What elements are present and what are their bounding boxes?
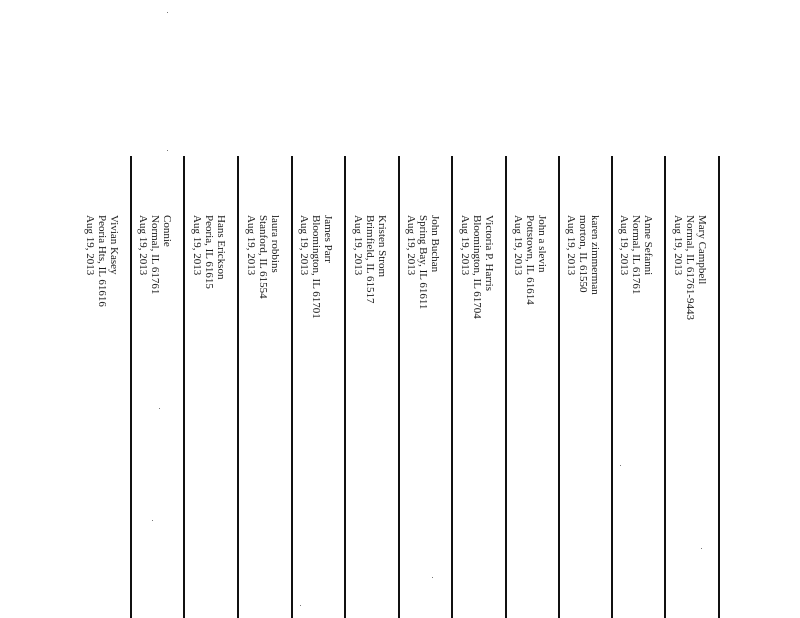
signer-name: Victoria P. Harris: [483, 215, 495, 292]
column-divider: [611, 156, 613, 618]
scan-speck: [167, 150, 168, 151]
signer-name: Vivian Kasey: [108, 215, 120, 275]
column-divider: [558, 156, 560, 618]
signer-date: Aug 19, 2013: [352, 215, 364, 276]
signer-address: Normal, IL 61761: [149, 215, 161, 295]
signer-date: Aug 19, 2013: [672, 215, 684, 276]
column-divider: [398, 156, 400, 618]
signer-address: Brimfield, IL 61517: [364, 215, 376, 304]
signer-address: Stanford, IL 61554: [257, 215, 269, 299]
signer-date: Aug 19, 2013: [512, 215, 524, 276]
signer-address: Peoria Hts, IL 61616: [96, 215, 108, 307]
signer-address: Bloomington, IL 61701: [310, 215, 322, 319]
signer-entry: [672, 215, 708, 320]
signer-address: Normal, IL 61761: [630, 215, 642, 295]
signer-entry: [298, 215, 334, 319]
signer-name: laura robbins: [269, 215, 281, 273]
signer-name: John Buchan: [429, 215, 441, 273]
signer-name: karen zimmerman: [589, 215, 601, 295]
column-divider: [505, 156, 507, 618]
signer-name: Connie: [161, 215, 173, 247]
signer-date: Aug 19, 2013: [618, 215, 630, 276]
signer-entry: [352, 215, 388, 304]
signer-entry: [512, 215, 548, 305]
signer-name: Mary Campbell: [696, 215, 708, 285]
signer-date: Aug 19, 2013: [84, 215, 96, 276]
signer-date: Aug 19, 2013: [565, 215, 577, 276]
column-divider: [183, 156, 185, 618]
signer-entry: [245, 215, 281, 299]
signer-date: Aug 19, 2013: [191, 215, 203, 276]
signer-date: Aug 19, 2013: [298, 215, 310, 276]
column-divider: [291, 156, 293, 618]
signer-entry: [618, 215, 654, 294]
signer-name: Hans Erickson: [215, 215, 227, 280]
signer-address: Normal, IL 61761-9443: [684, 215, 696, 320]
scan-speck: [167, 12, 168, 13]
signer-date: Aug 19, 2013: [405, 215, 417, 276]
column-divider: [664, 156, 666, 618]
signer-name: Anne Sefanni: [642, 215, 654, 276]
signer-address: Bloomington, IL 61704: [471, 215, 483, 319]
scan-speck: [159, 408, 160, 409]
scan-speck: [432, 577, 433, 578]
signer-entry: [565, 215, 601, 295]
scan-speck: [620, 465, 621, 466]
signer-address: Pottstown, IL 61614: [524, 215, 536, 305]
column-divider: [718, 156, 720, 618]
signer-entry: [405, 215, 441, 309]
signer-address: Peoria, IL 61615: [203, 215, 215, 289]
column-divider: [130, 156, 132, 618]
signer-entry: [84, 215, 120, 307]
signer-date: Aug 19, 2013: [137, 215, 149, 276]
signer-address: Spring Bay, IL 61611: [417, 215, 429, 310]
column-divider: [237, 156, 239, 618]
signer-entry: [459, 215, 495, 319]
scan-speck: [300, 605, 301, 606]
column-divider: [451, 156, 453, 618]
signer-entry: [137, 215, 173, 294]
scan-speck: [152, 520, 153, 521]
signer-date: Aug 19, 2013: [245, 215, 257, 276]
column-divider: [344, 156, 346, 618]
signer-entry: [191, 215, 227, 289]
signer-date: Aug 19, 2013: [459, 215, 471, 276]
signer-name: James Parr: [322, 215, 334, 263]
scan-speck: [701, 548, 702, 549]
signer-address: morton, IL 61550: [577, 215, 589, 293]
signer-name: Kristen Strom: [376, 215, 388, 278]
signer-name: John a slevin: [536, 215, 548, 273]
